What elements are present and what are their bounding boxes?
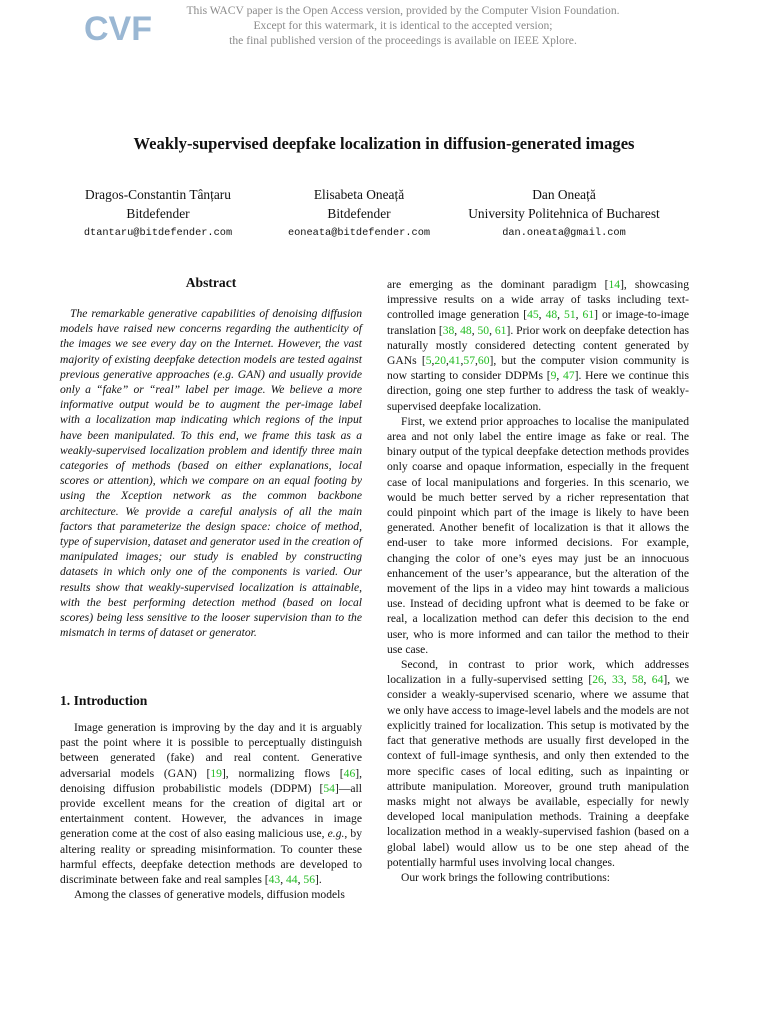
author-email: dan.oneata@gmail.com — [502, 227, 626, 239]
watermark-line-2: Except for this watermark, it is identical to the accepted version; — [253, 19, 553, 32]
citation[interactable]: 44 — [286, 873, 298, 887]
citation[interactable]: 14 — [608, 278, 621, 291]
intro-paragraph-1: Image generation is improving by the day and it is arguably past the point where it is possible to perceptually distinguish between generated (fake) and real content. Generative adversarial models (GAN) [19], normalizing flows [46], denoising diffusion probabilistic models (DDPM) [54]—all provide excellent means for the creation of digital art or entertainment content. However, the advances in image generation come at the cost of also easing malicious use, e.g., by altering reality or spreading misinformation. To counter these harmful effects, deepfake detection methods are developed to discriminate between fake and real samples [43, 44, 56]. — [60, 721, 363, 887]
citation[interactable]: 56 — [303, 873, 315, 887]
citation[interactable]: 64 — [651, 673, 664, 687]
citation[interactable]: 48 — [545, 308, 558, 322]
citation[interactable]: 54 — [323, 781, 335, 795]
author-affiliation: Bitdefender — [126, 206, 190, 221]
citation[interactable]: 41 — [448, 354, 461, 368]
intro-paragraph-5: Our work brings the following contributions: — [401, 870, 610, 884]
intro-paragraph-2-cont: are emerging as the dominant paradigm [14], showcasing impressive results on a wide array of tasks including text-controlled image generation [45, 48, 51, 61] or image-to-image translation [38, 48, 50, 61]. Prior work on deepfake detection has naturally mostly considered detecting content generated by GANs [5,20,41,57,60], but the computer vision community is now starting to consider DDPMs [9, 47]. Here we continue this direction, going one step further to address the task of weakly-supervised deepfake localization. — [387, 278, 690, 413]
section-heading-introduction: 1. Introduction — [60, 693, 148, 708]
citation[interactable]: 47 — [563, 369, 575, 383]
citation[interactable]: 19 — [210, 766, 222, 780]
author-affiliation: University Politehnica of Bucharest — [468, 206, 660, 221]
cvf-logo — [82, 6, 152, 48]
citation[interactable]: 61 — [582, 308, 595, 322]
abstract-heading: Abstract — [185, 275, 237, 290]
citation[interactable]: 57 — [463, 354, 475, 368]
citation[interactable]: 33 — [612, 673, 624, 687]
citation[interactable]: 45 — [527, 308, 539, 322]
cvf-logo-text: CVF — [84, 10, 152, 48]
right-column — [387, 277, 689, 885]
citation[interactable]: 60 — [477, 354, 490, 368]
intro-left-column — [60, 720, 362, 902]
author-block-1 — [52, 185, 264, 243]
citation[interactable]: 43 — [268, 873, 281, 887]
watermark-line-3: the final published version of the proceedings is available on IEEE Xplore. — [229, 34, 577, 47]
author-name: Dragos-Constantin Tânțaru — [85, 187, 231, 202]
watermark-line-1: This WACV paper is the Open Access version, provided by the Computer Vision Foundation. — [186, 4, 620, 17]
citation[interactable]: 9 — [550, 369, 557, 383]
author-email: eoneata@bitdefender.com — [287, 227, 431, 239]
citation[interactable]: 20 — [434, 354, 446, 368]
intro-paragraph-4: Second, in contrast to prior work, which addresses localization in a fully-supervised setting [26, 33, 58, 64], we consider a weakly-supervised scenario, where we assume that we only have access to image-level labels and the models are not explicitly trained for localization. This setup is motivated by the fact that generative methods are usually first developed in the context of full-image synthesis, and only then extended to the more specific cases of local editing, such as inpainting or attribute manipulation. Moreover, ground truth manipulation masks might not always be available, especially for newly developed local manipulation methods. Training a deepfake localization method in a weakly-supervised fashion (based on a global label) would allow us to be one step ahead of the potentially harmful uses involving local changes. — [387, 658, 690, 869]
author-affiliation: Bitdefender — [327, 206, 391, 221]
author-name: Dan Oneață — [532, 187, 596, 202]
citation[interactable]: 38 — [442, 323, 455, 337]
citation[interactable]: 58 — [631, 673, 644, 687]
citation[interactable]: 48 — [460, 323, 472, 337]
citation[interactable]: 51 — [564, 308, 576, 322]
citation[interactable]: 46 — [343, 766, 356, 780]
author-name: Elisabeta Oneață — [313, 187, 405, 202]
author-block-3 — [440, 185, 688, 243]
citation[interactable]: 26 — [592, 673, 604, 687]
intro-paragraph-2-start: Among the classes of generative models, diffusion models — [74, 888, 345, 902]
paper-title: Weakly-supervised deepfake localization in diffusion-generated images — [133, 134, 635, 153]
author-email: dtantaru@bitdefender.com — [83, 227, 233, 239]
watermark-notice — [150, 3, 656, 48]
author-block-2 — [248, 185, 470, 243]
citation[interactable]: 61 — [494, 323, 507, 337]
citation[interactable]: 50 — [477, 323, 490, 337]
abstract-text: The remarkable generative capabilities of denoising diffusion models have raised new concerns regarding the authenticity of the images we see every day on the Internet. However, the vast majority of existing deepfake detection models are tested against previous generative approaches (e.g. GAN) and usually provide only a “fake” or “real” label per image. We believe a more informative output would be to augment the per-image label with a localization map indicating which regions of the input have been manipulated. To this end, we frame this task as a weakly-supervised localization problem and identify three main categories of methods (based on either explanations, local scores or attention), which we compare on an equal footing by using the Xception network as the common backbone architecture. We provide a careful analysis of all the main factors that parameterize the design space: choice of method, type of supervision, dataset and generator used in the creation of manipulated images; our study is enabled by constructing datasets in which only one of the components is varied. Our results show that weakly-supervised localization is attainable, with the best performing detection method (based on local scores) being less sensitive to the looser supervision than to the mismatch in terms of dataset or generator. — [60, 307, 362, 640]
intro-paragraph-3: First, we extend prior approaches to localise the manipulated area and not only label the entire image as fake or real. The binary output of the typical deepfake detection methods provides only coarse and opaque information, especially in the frequent case of local manipulations and forgeries. In this scenario, we would be much better served by a richer representation that could pinpoint which part of the image is likely to have been generated. Another benefit of localization is that it allows the end-user to take more informed decisions. For example, changing the color of one’s eyes may just be an innocuous enhancement of the user’s appearance, but the alteration of the movement of the lips in a video may hint towards a malicious use. Instead of deciding upfront what is deemed to be fake or real, a localization method can defer this decision to the end user, who is more informed and can tailor the method to their use case. — [387, 414, 689, 656]
citation[interactable]: 5 — [425, 354, 432, 368]
